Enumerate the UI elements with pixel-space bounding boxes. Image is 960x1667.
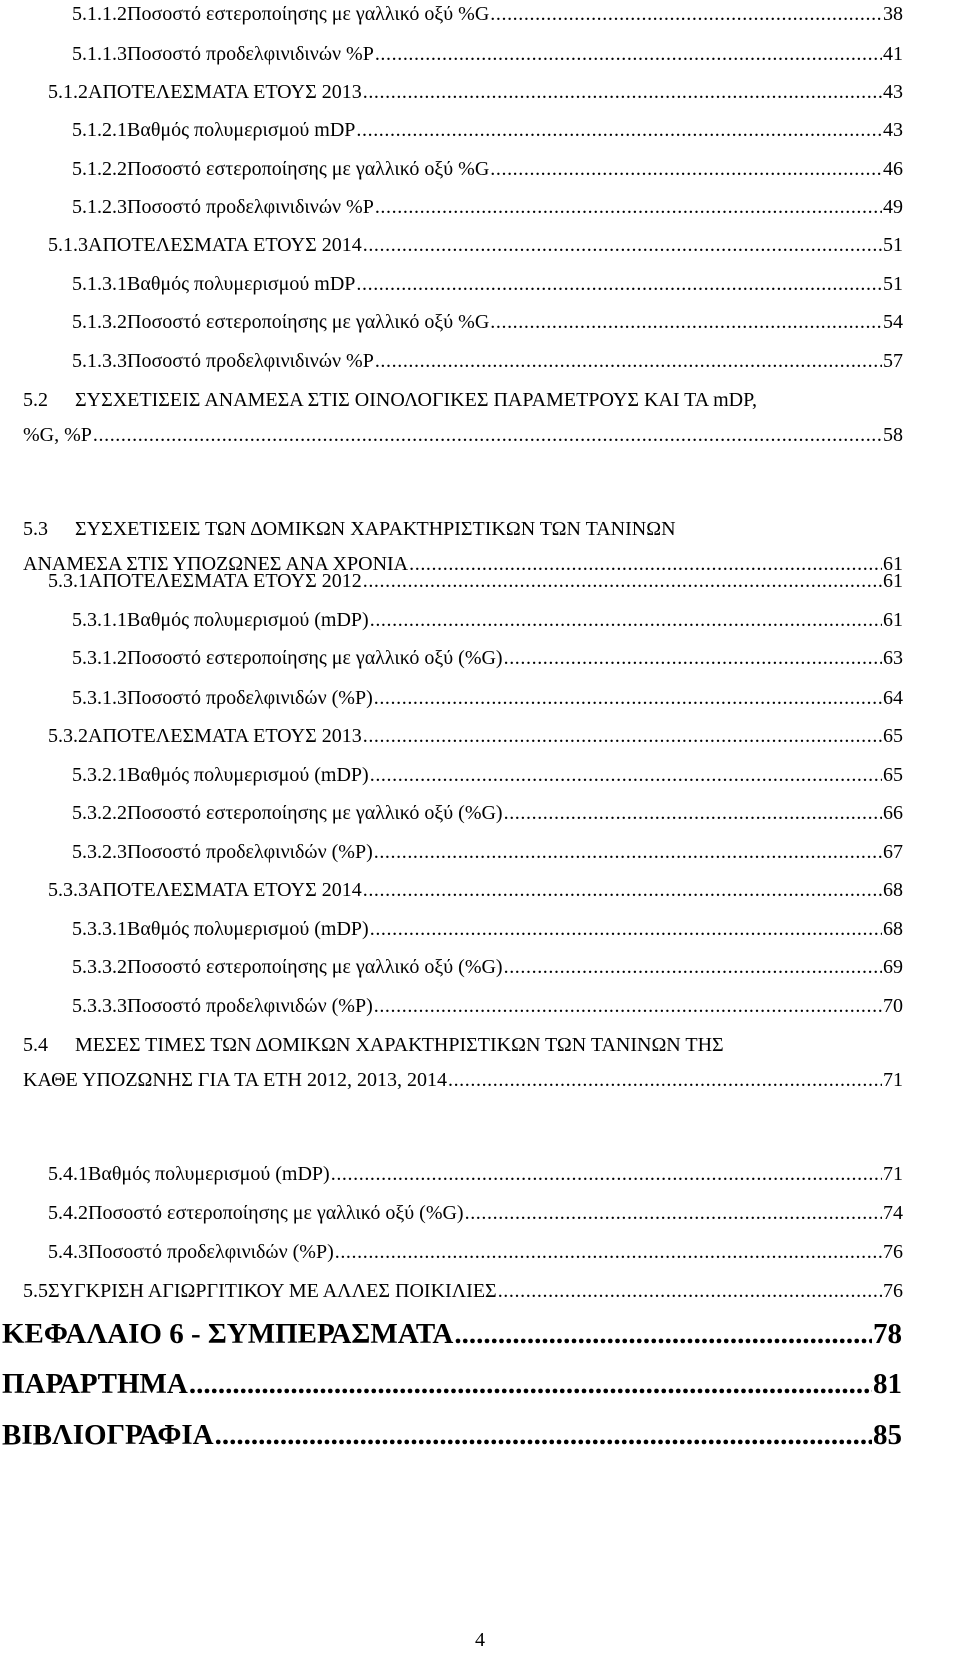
toc-page-number: 54	[883, 311, 903, 333]
toc-title: ΑΠΟΤΕΛΕΣΜΑΤΑ ΕΤΟΥΣ 2012	[88, 570, 362, 592]
toc-title: Ποσοστό εστεροποίησης με γαλλικό οξύ (%G)	[127, 647, 503, 669]
toc-page-number: 69	[883, 956, 903, 978]
toc-page-number: 65	[883, 725, 903, 747]
toc-number: 5.4.2	[48, 1202, 88, 1224]
toc-line	[72, 608, 903, 632]
toc-line	[72, 917, 903, 941]
toc-number: 5.4	[23, 1034, 48, 1056]
dot-leader	[370, 608, 882, 632]
toc-number: 5.1.2.2	[72, 158, 127, 180]
toc-line	[2, 1419, 902, 1451]
toc-line	[72, 195, 903, 219]
dot-leader	[374, 840, 882, 864]
toc-title: Ποσοστό εστεροποίησης με γαλλικό οξύ %G	[127, 158, 490, 180]
toc-page-number: 70	[883, 995, 903, 1017]
dot-leader	[189, 1368, 872, 1400]
toc-number: 5.3.1	[48, 570, 88, 592]
toc-number: 5.5	[23, 1280, 48, 1302]
toc-title: ΚΑΘΕ ΥΠΟΖΩΝΗΣ ΓΙΑ ΤΑ ΕΤΗ 2012, 2013, 2014	[23, 1069, 447, 1091]
toc-title: Ποσοστό προδελφινιδινών %P	[127, 350, 374, 372]
toc-line	[72, 157, 903, 181]
toc-title: Ποσοστό προδελφινιδών (%P)	[127, 841, 373, 863]
toc-page-number: 49	[883, 196, 903, 218]
toc-number: 5.3	[23, 518, 48, 540]
toc-line	[72, 310, 903, 334]
dot-leader	[374, 994, 882, 1018]
toc-title: Ποσοστό προδελφινιδών (%P)	[127, 995, 373, 1017]
toc-page-number: 61	[883, 570, 903, 592]
toc-title: ΑΠΟΤΕΛΕΣΜΑΤΑ ΕΤΟΥΣ 2014	[88, 879, 362, 901]
toc-page-number: 38	[883, 3, 903, 25]
toc-line	[72, 272, 903, 296]
toc-line	[2, 1368, 902, 1400]
toc-line	[72, 763, 903, 787]
toc-title: Ποσοστό εστεροποίησης με γαλλικό οξύ (%G)	[88, 1202, 464, 1224]
toc-title: Βαθμός πολυμερισμού (mDP)	[127, 764, 369, 786]
toc-line	[48, 878, 903, 902]
toc-title: ΣΥΓΚΡΙΣΗ ΑΓΙΩΡΓΙΤΙΚΟΥ ΜΕ ΑΛΛΕΣ ΠΟΙΚΙΛΙΕΣ	[48, 1280, 497, 1302]
dot-leader	[363, 724, 882, 748]
toc-title: Ποσοστό εστεροποίησης με γαλλικό οξύ %G	[127, 3, 490, 25]
page-number: 4	[475, 1629, 485, 1651]
dot-leader	[93, 423, 882, 447]
toc-page-number: 51	[883, 273, 903, 295]
toc-number: 5.2	[23, 389, 48, 411]
toc-line	[72, 840, 903, 864]
toc-page-number: 61	[883, 609, 903, 631]
dot-leader	[356, 118, 882, 142]
toc-line	[2, 1318, 902, 1350]
toc-page-number: 43	[883, 81, 903, 103]
dot-leader	[215, 1419, 872, 1451]
dot-leader	[504, 801, 882, 825]
dot-leader	[375, 42, 882, 66]
toc-title: ΑΠΟΤΕΛΕΣΜΑΤΑ ΕΤΟΥΣ 2013	[88, 81, 362, 103]
toc-number: 5.3.3	[48, 879, 88, 901]
toc-title: ΑΠΟΤΕΛΕΣΜΑΤΑ ΕΤΟΥΣ 2014	[88, 234, 362, 256]
toc-title: Ποσοστό προδελφινιδινών %P	[127, 196, 374, 218]
toc-line	[23, 517, 903, 541]
dot-leader	[374, 686, 882, 710]
toc-page-number: 76	[883, 1241, 903, 1263]
dot-leader	[363, 878, 882, 902]
toc-title: ΣΥΣΧΕΤΙΣΕΙΣ ΤΩΝ ΔΟΜΙΚΩΝ ΧΑΡΑΚΤΗΡΙΣΤΙΚΩΝ ΤΩΝ ΤΑΝΙΝΩΝ	[75, 518, 676, 540]
toc-number: 5.1.2.3	[72, 196, 127, 218]
toc-title: ΑΝΑΜΕΣΑ ΣΤΙΣ ΥΠΟΖΩΝΕΣ ΑΝΑ ΧΡΟΝΙΑ	[23, 553, 409, 575]
toc-page-number: 68	[883, 879, 903, 901]
toc-page-number: 43	[883, 119, 903, 141]
toc-page-number: 85	[873, 1419, 902, 1451]
toc-title: Βαθμός πολυμερισμού (mDP)	[127, 609, 369, 631]
toc-number: 5.1.3	[48, 234, 88, 256]
dot-leader	[363, 80, 882, 104]
toc-number: 5.1.2	[48, 81, 88, 103]
toc-title: Βαθμός πολυμερισμού mDP	[127, 119, 356, 141]
dot-leader	[331, 1162, 882, 1186]
toc-number: 5.1.2.1	[72, 119, 127, 141]
toc-title: ΣΥΣΧΕΤΙΣΕΙΣ ΑΝΑΜΕΣΑ ΣΤΙΣ ΟΙΝΟΛΟΓΙΚΕΣ ΠΑΡΑΜΕΤΡΟΥΣ ΚΑΙ ΤΑ mDP,	[75, 389, 758, 411]
toc-page-number: 51	[883, 234, 903, 256]
toc-number: 5.3.2.3	[72, 841, 127, 863]
toc-page-number: 46	[883, 158, 903, 180]
dot-leader	[504, 646, 882, 670]
dot-leader	[375, 349, 882, 373]
toc-line	[72, 801, 903, 825]
toc-page-number: 67	[883, 841, 903, 863]
toc-title: ΜΕΣΕΣ ΤΙΜΕΣ ΤΩΝ ΔΟΜΙΚΩΝ ΧΑΡΑΚΤΗΡΙΣΤΙΚΩΝ ΤΩΝ ΤΑΝΙΝΩΝ ΤΗΣ	[75, 1034, 724, 1056]
dot-leader	[363, 569, 882, 593]
toc-page-number: 64	[883, 687, 903, 709]
toc-title: Ποσοστό εστεροποίησης με γαλλικό οξύ (%G)	[127, 956, 503, 978]
toc-page-number: 41	[883, 43, 903, 65]
dot-leader	[465, 1201, 882, 1225]
toc-line	[48, 1240, 903, 1264]
toc-title: ΒΙΒΛΙΟΓΡΑΦΙΑ	[2, 1419, 214, 1451]
dot-leader	[375, 195, 882, 219]
dot-leader	[504, 955, 882, 979]
toc-line	[72, 349, 903, 373]
toc-number: 5.3.3.3	[72, 995, 127, 1017]
toc-number: 5.3.2	[48, 725, 88, 747]
dot-leader	[356, 272, 882, 296]
toc-number: 5.3.2.2	[72, 802, 127, 824]
toc-title: Ποσοστό εστεροποίησης με γαλλικό οξύ (%G)	[127, 802, 503, 824]
toc-line	[72, 2, 903, 26]
toc-number: 5.3.2.1	[72, 764, 127, 786]
toc-number: 5.3.1.3	[72, 687, 127, 709]
toc-page-number: 71	[883, 1163, 903, 1185]
toc-line	[23, 1279, 903, 1303]
toc-line	[23, 1033, 903, 1057]
toc-title: Ποσοστό προδελφινιδών (%P)	[127, 687, 373, 709]
toc-page-number: 61	[883, 553, 903, 575]
toc-page-number: 65	[883, 764, 903, 786]
toc-page-number: 78	[873, 1318, 902, 1350]
dot-leader	[490, 157, 882, 181]
toc-number: 5.1.1.3	[72, 43, 127, 65]
toc-page-number: 71	[883, 1069, 903, 1091]
toc-number: 5.1.3.3	[72, 350, 127, 372]
dot-leader	[490, 310, 882, 334]
toc-number: 5.1.1.2	[72, 3, 127, 25]
dot-leader	[454, 1318, 872, 1350]
toc-line	[48, 724, 903, 748]
toc-line	[48, 1162, 903, 1186]
dot-leader	[335, 1240, 882, 1264]
toc-title: Ποσοστό προδελφινιδών (%P)	[88, 1241, 334, 1263]
toc-line	[48, 233, 903, 257]
toc-title: Βαθμός πολυμερισμού mDP	[127, 273, 356, 295]
toc-line	[72, 955, 903, 979]
toc-page-number: 58	[883, 424, 903, 446]
toc-page-number: 68	[883, 918, 903, 940]
toc-number: 5.4.3	[48, 1241, 88, 1263]
toc-title: ΑΠΟΤΕΛΕΣΜΑΤΑ ΕΤΟΥΣ 2013	[88, 725, 362, 747]
toc-number: 5.3.1.2	[72, 647, 127, 669]
dot-leader	[370, 917, 882, 941]
toc-title: Βαθμός πολυμερισμού (mDP)	[127, 918, 369, 940]
toc-page-number: 57	[883, 350, 903, 372]
toc-title: ΚΕΦΑΛΑΙΟ 6 - ΣΥΜΠΕΡΑΣΜΑΤΑ	[2, 1318, 454, 1350]
dot-leader	[498, 1279, 882, 1303]
toc-number: 5.3.3.2	[72, 956, 127, 978]
toc-page-number: 63	[883, 647, 903, 669]
toc-page-number: 76	[883, 1280, 903, 1302]
dot-leader	[363, 233, 882, 257]
toc-title: %G, %P	[23, 424, 92, 446]
toc-title: Ποσοστό εστεροποίησης με γαλλικό οξύ %G	[127, 311, 490, 333]
toc-line	[72, 42, 903, 66]
toc-title: Βαθμός πολυμερισμού (mDP)	[88, 1163, 330, 1185]
toc-line	[23, 423, 903, 447]
dot-leader	[448, 1068, 882, 1092]
toc-line	[23, 388, 903, 412]
toc-line	[48, 569, 903, 593]
toc-line	[72, 994, 903, 1018]
toc-number: 5.3.3.1	[72, 918, 127, 940]
toc-line	[48, 80, 903, 104]
toc-title: Ποσοστό προδελφινιδινών %P	[127, 43, 374, 65]
toc-page-number: 66	[883, 802, 903, 824]
toc-line	[23, 1068, 903, 1092]
toc-line	[72, 646, 903, 670]
dot-leader	[490, 2, 882, 26]
toc-number: 5.1.3.2	[72, 311, 127, 333]
toc-line	[48, 1201, 903, 1225]
toc-number: 5.4.1	[48, 1163, 88, 1185]
toc-page-number: 81	[873, 1368, 902, 1400]
toc-line	[72, 118, 903, 142]
toc-title: ΠΑΡΑΡΤΗΜΑ	[2, 1368, 188, 1400]
toc-number: 5.3.1.1	[72, 609, 127, 631]
toc-number: 5.1.3.1	[72, 273, 127, 295]
dot-leader	[370, 763, 882, 787]
toc-line	[72, 686, 903, 710]
toc-page-number: 74	[883, 1202, 903, 1224]
